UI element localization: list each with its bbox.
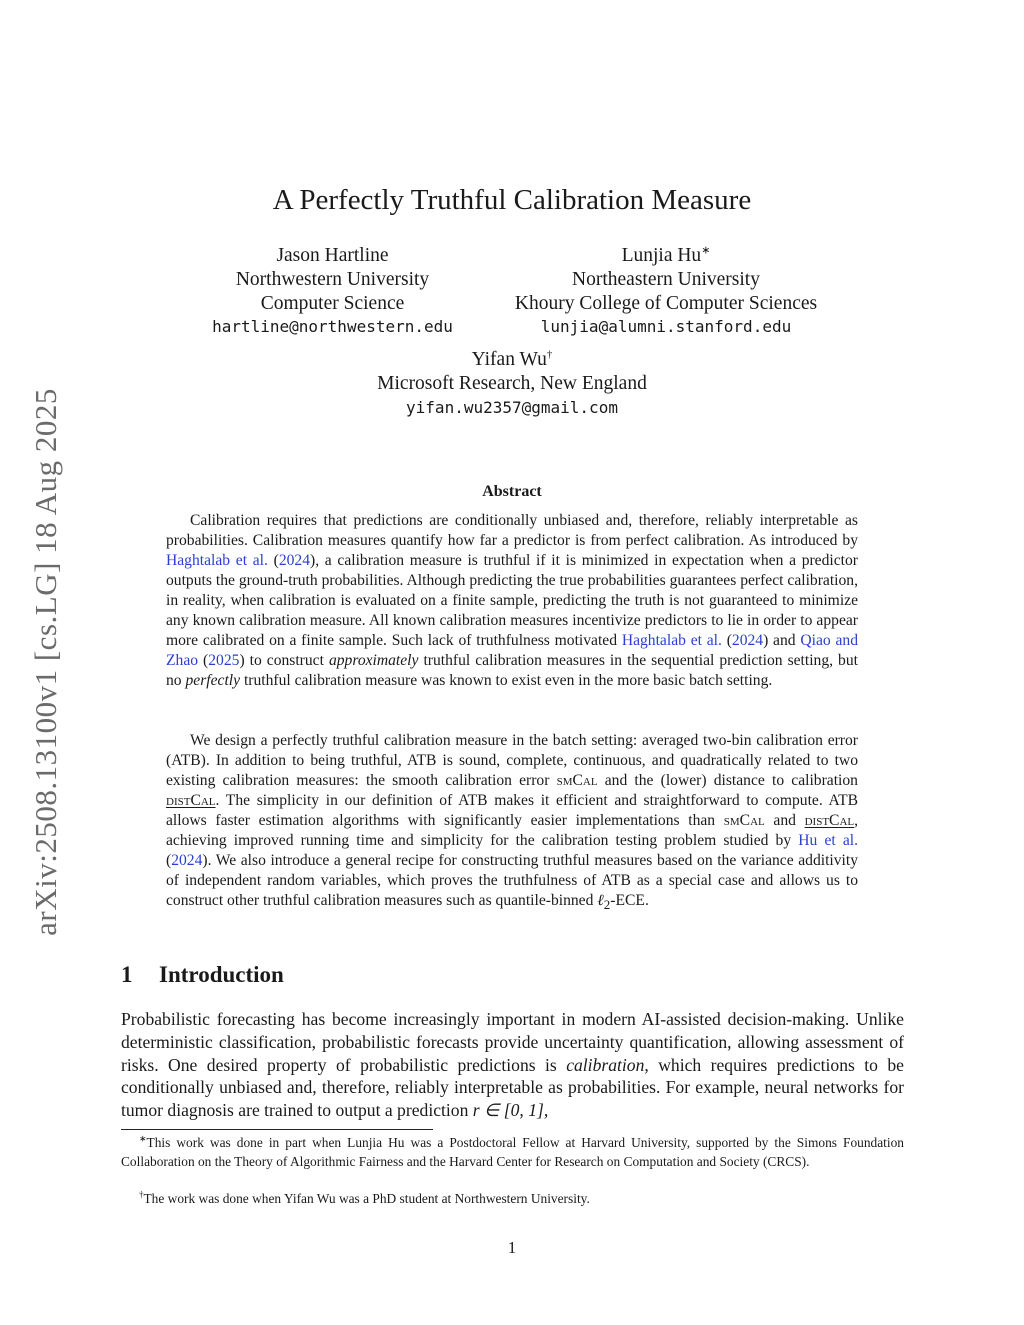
abstract-text: ). We also introduce a general recipe for constructing truthful measures based on the variance additivity of independent random variables, which proves the truthfulness of ATB as a special case and allows us to construct other truthful calibration measures such as quantile-binned xyxy=(166,852,858,909)
footnote-marker: ∗ xyxy=(139,1133,147,1144)
abstract-text: and xyxy=(764,812,805,829)
citation-year-link[interactable]: 2024 xyxy=(278,552,310,569)
abstract-text: Calibration requires that predictions are conditionally unbiased and, therefore, reliably interpretable as probabilities. Calibration measures quantify how far a predictor is from perfect calibration. As introduced by xyxy=(166,512,858,549)
abstract-text: We design a perfectly truthful calibration measure in the batch setting: averaged two-bin calibration error (ATB). In addition to being truthful, ATB is sound, complete, continuous, and quadratically related to two existing calibration measures: the smooth calibration error xyxy=(166,732,858,789)
citation-year-link[interactable]: 2025 xyxy=(208,652,240,669)
citation-link-haghtalab[interactable]: Haghtalab et al. xyxy=(166,552,268,569)
author-name: Jason Hartline xyxy=(276,245,389,266)
abstract-text: and the (lower) distance to calibration xyxy=(597,772,858,789)
citation-link-haghtalab[interactable]: Haghtalab et al. xyxy=(621,632,722,649)
distcal-term: distCal xyxy=(804,812,855,829)
abstract-heading: Abstract xyxy=(482,483,542,500)
author-department: Khoury College of Computer Sciences xyxy=(514,292,818,314)
emphasis-text: approximately xyxy=(328,652,419,669)
section-number: 1 xyxy=(121,962,133,987)
abstract-text: ( xyxy=(166,852,172,869)
section-heading-introduction xyxy=(121,962,284,988)
author-block-hu xyxy=(490,244,842,339)
distcal-term: distCal xyxy=(166,792,216,809)
footnote-marker[interactable]: ∗ xyxy=(701,244,711,257)
author-name: Yifan Wu xyxy=(471,349,547,370)
footnote-marker: † xyxy=(139,1189,144,1200)
footnote-1 xyxy=(121,1134,904,1171)
citation-link-hu[interactable]: Hu et al. xyxy=(798,832,858,849)
author-affiliation: Northwestern University xyxy=(235,268,430,290)
abstract-text: -ECE. xyxy=(610,892,649,909)
abstract-text: ( xyxy=(721,632,732,649)
paper-title: A Perfectly Truthful Calibration Measure xyxy=(272,184,752,216)
author-email[interactable]: hartline@northwestern.edu xyxy=(212,317,453,337)
introduction-paragraph xyxy=(121,1008,904,1122)
abstract-text: ) to construct xyxy=(239,652,329,669)
author-affiliation: Northeastern University xyxy=(572,268,760,290)
author-name-line xyxy=(340,348,684,372)
body-text: , which requires predictions to be conditionally unbiased and, therefore, reliably interpretable as probabilities. For example, neural networks for tumor diagnosis are trained to output a prediction xyxy=(121,1054,904,1121)
citation-year-link[interactable]: 2024 xyxy=(731,632,764,649)
author-name: Lunjia Hu xyxy=(621,245,702,266)
abstract-text: truthful calibration measure was known to exist even in the more basic batch setting. xyxy=(240,672,773,689)
smcal-term: smCal xyxy=(723,812,765,829)
smcal-term: smCal xyxy=(556,772,598,789)
abstract-paragraph-2 xyxy=(166,731,858,915)
author-name-line xyxy=(490,244,842,268)
abstract-text: ( xyxy=(198,652,209,669)
footnote-text: This work was done in part when Lunjia Hu was a Postdoctoral Fellow at Harvard University, supported by the Simons Foundation Collaboration on the Theory of Algorithmic Fairness and the Harvard Center for Research on Computation and Society (CRCS). xyxy=(121,1135,904,1169)
author-email[interactable]: yifan.wu2357@gmail.com xyxy=(406,397,618,417)
footnote-marker[interactable]: † xyxy=(546,348,553,361)
footnote-divider xyxy=(121,1129,433,1130)
emphasis-text: calibration xyxy=(566,1054,645,1075)
author-block-wu xyxy=(340,348,684,419)
abstract-text: ( xyxy=(267,552,279,569)
abstract-text: , achieving improved running time and simplicity for the calibration testing problem studied by xyxy=(166,812,859,849)
author-block-hartline xyxy=(160,244,505,339)
citation-year-link[interactable]: 2024 xyxy=(171,852,203,869)
page-number: 1 xyxy=(507,1238,517,1257)
inline-math: r ∈ [0, 1], xyxy=(472,1100,549,1121)
footnote-text: The work was done when Yifan Wu was a PhD student at Northwestern University. xyxy=(143,1191,590,1206)
abstract-paragraph-1 xyxy=(166,511,858,691)
ell-subscript: 2 xyxy=(603,897,611,913)
footnote-2 xyxy=(121,1190,904,1209)
ell-symbol: ℓ xyxy=(597,892,604,909)
citation-link-qiao-zhao[interactable]: Qiao and Zhao xyxy=(166,632,858,669)
abstract-text: ), a calibration measure is truthful if it is minimized in expectation when a predictor outputs the ground-truth probabilities. Although predicting the true probabilities guarantees perfect calibration, in reality, when calibration is evaluated on a finite sample, predicting the truth is not guaranteed to minimize any known calibration measure. All known calibration measures incentivize predictors to lie in order to appear more calibrated on a finite sample. Such lack of truthfulness motivated xyxy=(166,552,858,649)
arxiv-identifier-stamp: arXiv:2508.13100v1 [cs.LG] 18 Aug 2025 xyxy=(28,388,63,936)
author-affiliation: Microsoft Research, New England xyxy=(377,372,647,394)
section-title: Introduction xyxy=(159,962,284,987)
abstract-text: ) and xyxy=(763,632,801,649)
emphasis-text: perfectly xyxy=(185,672,241,689)
author-department: Computer Science xyxy=(260,292,405,314)
abstract-text: . The simplicity in our definition of ATB makes it efficient and straightforward to compute. ATB allows faster estimation algorithms with significantly easier implementations than xyxy=(166,792,858,829)
author-email[interactable]: lunjia@alumni.stanford.edu xyxy=(540,317,792,337)
abstract-text: truthful calibration measures in the sequential prediction setting, but no xyxy=(166,652,858,689)
body-text: Probabilistic forecasting has become increasingly important in modern AI-assisted decision-making. Unlike deterministic classification, probabilistic forecasts provide uncertainty quantification, allowing assessment of risks. One desired property of probabilistic predictions is xyxy=(121,1009,904,1075)
